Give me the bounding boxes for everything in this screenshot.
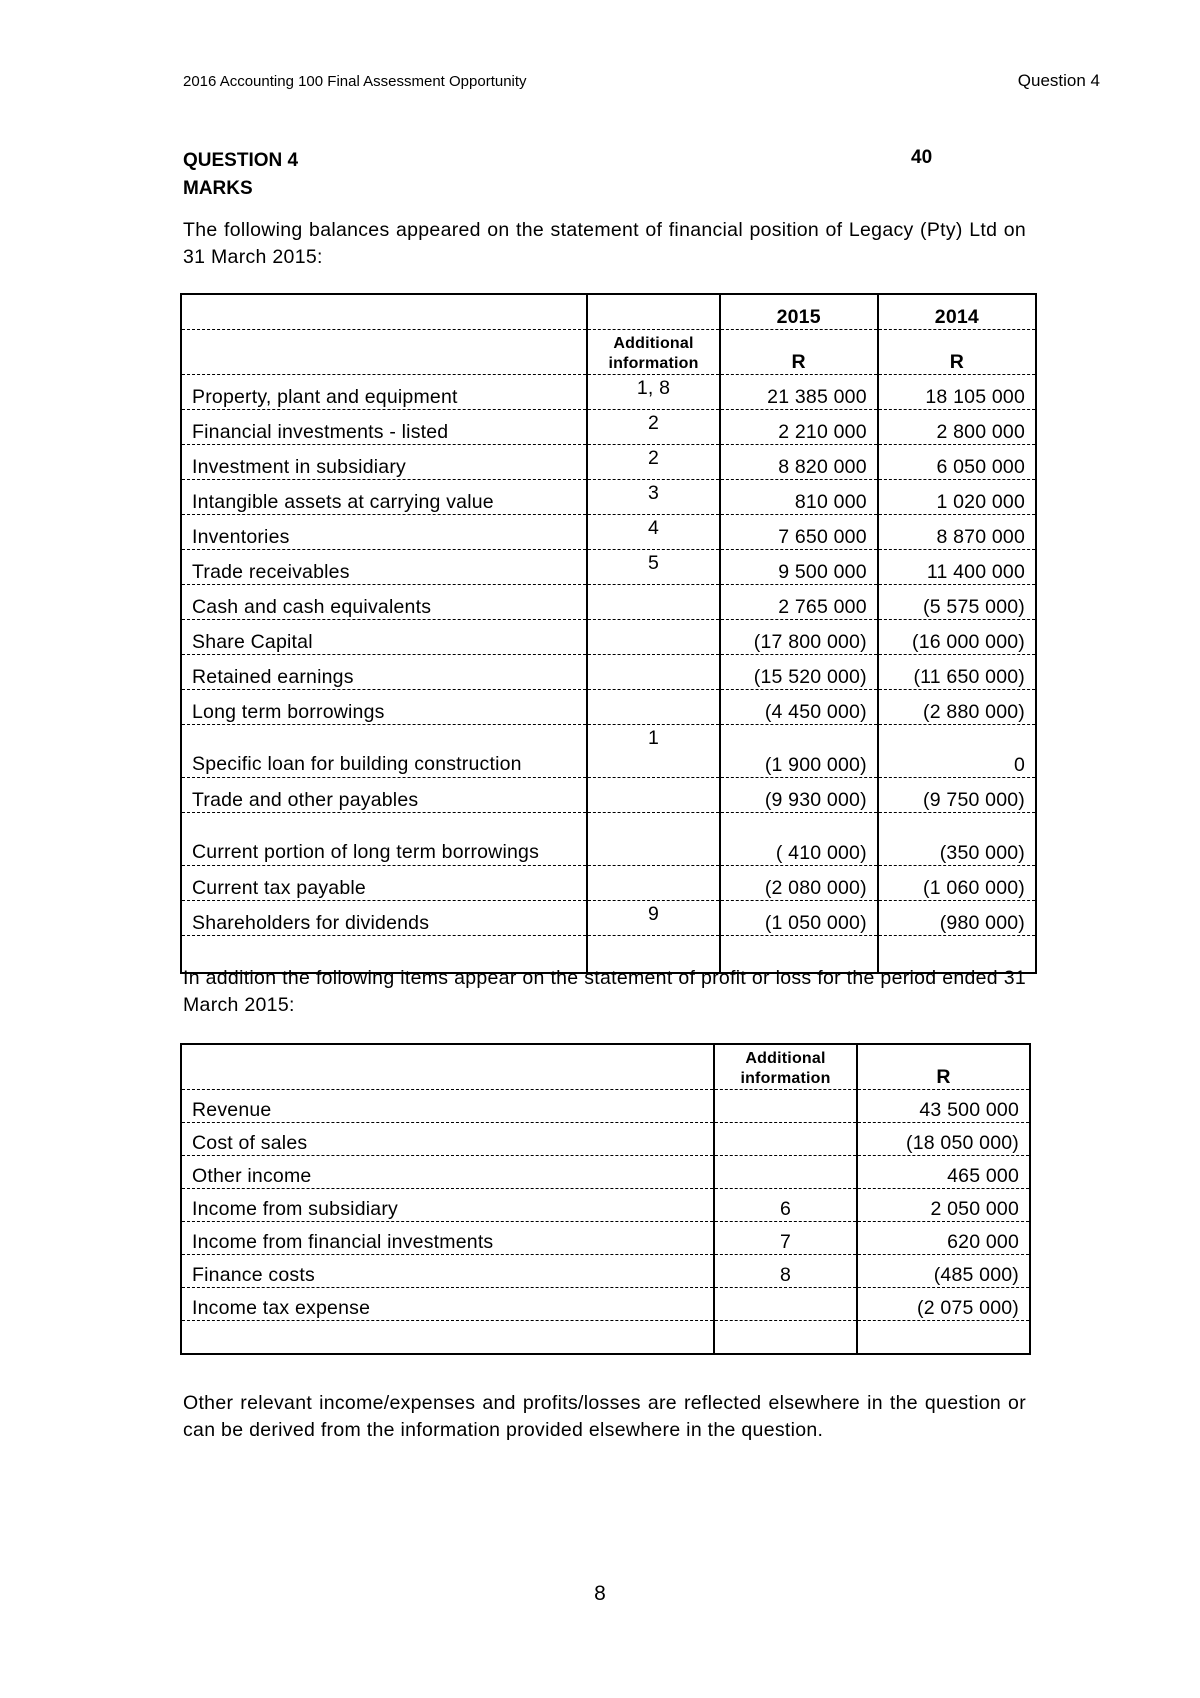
- row-label: Inventories: [181, 515, 587, 550]
- row-info-ref: [587, 813, 719, 866]
- row-info-ref: 5: [587, 550, 719, 585]
- row-label: Trade receivables: [181, 550, 587, 585]
- currency-header: R: [857, 1044, 1030, 1090]
- row-info-ref: 3: [587, 480, 719, 515]
- row-value-2015: 2 765 000: [720, 585, 878, 620]
- row-label: Cash and cash equivalents: [181, 585, 587, 620]
- row-label: Long term borrowings: [181, 690, 587, 725]
- row-label: Financial investments - listed: [181, 410, 587, 445]
- currency-header-2015: R: [720, 330, 878, 375]
- page-number: 8: [594, 1582, 606, 1605]
- row-value-2015: (9 930 000): [720, 778, 878, 813]
- row-value-2015: (4 450 000): [720, 690, 878, 725]
- table-row: [181, 620, 1036, 655]
- row-label: Cost of sales: [181, 1123, 714, 1156]
- row-info-ref: [714, 1156, 857, 1189]
- table-row: [181, 901, 1036, 936]
- row-label: Income from subsidiary: [181, 1189, 714, 1222]
- row-value-2015: 2 210 000: [720, 410, 878, 445]
- row-info-ref: 9: [587, 901, 719, 936]
- row-value-2014: (980 000): [878, 901, 1036, 936]
- table-row: [181, 778, 1036, 813]
- year-2015-header: 2015: [720, 294, 878, 330]
- row-label: Current portion of long term borrowings: [181, 813, 587, 866]
- table-row: [181, 410, 1036, 445]
- row-value-2014: (9 750 000): [878, 778, 1036, 813]
- intro-paragraph-financial-position: The following balances appeared on the statement of financial position of Legacy (Pty) Ltd on 31 March 2015:: [183, 219, 1026, 268]
- question-marks: 40: [911, 147, 933, 168]
- row-value-2014: 11 400 000: [878, 550, 1036, 585]
- row-label: Specific loan for building construction: [181, 725, 587, 778]
- row-info-ref: 2: [587, 410, 719, 445]
- row-label: Retained earnings: [181, 655, 587, 690]
- table-header-row: [181, 294, 1036, 330]
- row-info-ref: [587, 778, 719, 813]
- row-label: Current tax payable: [181, 866, 587, 901]
- question-title-line2: MARKS: [183, 178, 253, 199]
- row-value-2014: 0: [878, 725, 1036, 778]
- table-row: [181, 1189, 1030, 1222]
- table-row: [181, 1090, 1030, 1123]
- row-amount: 2 050 000: [857, 1189, 1030, 1222]
- row-info-ref: [714, 1090, 857, 1123]
- table-subheader-row: [181, 330, 1036, 375]
- header-question-label: Question 4: [1017, 71, 1100, 90]
- table-blank-row: [181, 1321, 1030, 1355]
- table-row: [181, 655, 1036, 690]
- row-value-2015: (1 050 000): [720, 901, 878, 936]
- table-row: [181, 725, 1036, 778]
- row-label: Property, plant and equipment: [181, 375, 587, 410]
- row-label: Finance costs: [181, 1255, 714, 1288]
- row-value-2015: 21 385 000: [720, 375, 878, 410]
- row-value-2014: 6 050 000: [878, 445, 1036, 480]
- profit-loss-table: [180, 1043, 1031, 1355]
- row-value-2014: (5 575 000): [878, 585, 1036, 620]
- row-info-ref: 6: [714, 1189, 857, 1222]
- row-info-ref: 8: [714, 1255, 857, 1288]
- row-amount: (485 000): [857, 1255, 1030, 1288]
- row-label: Investment in subsidiary: [181, 445, 587, 480]
- row-label: Revenue: [181, 1090, 714, 1123]
- row-info-ref: [714, 1123, 857, 1156]
- row-value-2014: 1 020 000: [878, 480, 1036, 515]
- row-value-2015: 810 000: [720, 480, 878, 515]
- row-label: Income from financial investments: [181, 1222, 714, 1255]
- table-row: [181, 1156, 1030, 1189]
- row-label: Income tax expense: [181, 1288, 714, 1321]
- header-document-title: 2016 Accounting 100 Final Assessment Opportunity: [183, 73, 527, 90]
- question-title: [183, 147, 298, 203]
- row-value-2015: 7 650 000: [720, 515, 878, 550]
- row-label: Other income: [181, 1156, 714, 1189]
- row-amount: 465 000: [857, 1156, 1030, 1189]
- intro-paragraph-profit-loss: In addition the following items appear on the statement of profit or loss for the period ended 31 March 2015:: [183, 967, 1026, 1016]
- row-value-2015: ( 410 000): [720, 813, 878, 866]
- row-info-ref: [587, 866, 719, 901]
- table-row: [181, 550, 1036, 585]
- table-header-row: [181, 1044, 1030, 1090]
- additional-info-header: Additional information: [587, 330, 719, 375]
- row-info-ref: [714, 1288, 857, 1321]
- row-info-ref: [587, 690, 719, 725]
- financial-position-table: [180, 293, 1037, 974]
- row-label: Intangible assets at carrying value: [181, 480, 587, 515]
- row-value-2014: (1 060 000): [878, 866, 1036, 901]
- table-row: [181, 690, 1036, 725]
- currency-header-2014: R: [878, 330, 1036, 375]
- row-info-ref: [587, 655, 719, 690]
- table-row: [181, 1222, 1030, 1255]
- row-amount: (2 075 000): [857, 1288, 1030, 1321]
- row-info-ref: 7: [714, 1222, 857, 1255]
- row-label: Shareholders for dividends: [181, 901, 587, 936]
- table-row: [181, 515, 1036, 550]
- row-info-ref: 2: [587, 445, 719, 480]
- table-row: [181, 1255, 1030, 1288]
- row-value-2015: (17 800 000): [720, 620, 878, 655]
- table-row: [181, 1123, 1030, 1156]
- row-value-2014: 8 870 000: [878, 515, 1036, 550]
- row-value-2015: (15 520 000): [720, 655, 878, 690]
- row-value-2015: 8 820 000: [720, 445, 878, 480]
- table-row: [181, 445, 1036, 480]
- row-amount: 620 000: [857, 1222, 1030, 1255]
- row-info-ref: 4: [587, 515, 719, 550]
- table-row: [181, 585, 1036, 620]
- row-value-2014: 18 105 000: [878, 375, 1036, 410]
- row-amount: (18 050 000): [857, 1123, 1030, 1156]
- table-row: [181, 866, 1036, 901]
- row-value-2015: 9 500 000: [720, 550, 878, 585]
- question-title-line1: QUESTION 4: [183, 150, 299, 171]
- table-row: [181, 375, 1036, 410]
- closing-paragraph: Other relevant income/expenses and profits/losses are reflected elsewhere in the question or can be derived from the information provided elsewhere in the question.: [183, 1392, 1026, 1441]
- row-value-2014: (11 650 000): [878, 655, 1036, 690]
- additional-info-header: Additional information: [714, 1044, 857, 1090]
- row-value-2014: 2 800 000: [878, 410, 1036, 445]
- row-info-ref: 1: [587, 725, 719, 778]
- row-info-ref: 1, 8: [587, 375, 719, 410]
- table-row: [181, 1288, 1030, 1321]
- row-value-2014: (2 880 000): [878, 690, 1036, 725]
- year-2014-header: 2014: [878, 294, 1036, 330]
- row-value-2015: (2 080 000): [720, 866, 878, 901]
- row-label: Share Capital: [181, 620, 587, 655]
- row-info-ref: [587, 585, 719, 620]
- table-row: [181, 813, 1036, 866]
- row-value-2014: (350 000): [878, 813, 1036, 866]
- table-row: [181, 480, 1036, 515]
- row-info-ref: [587, 620, 719, 655]
- row-value-2014: (16 000 000): [878, 620, 1036, 655]
- row-amount: 43 500 000: [857, 1090, 1030, 1123]
- row-value-2015: (1 900 000): [720, 725, 878, 778]
- row-label: Trade and other payables: [181, 778, 587, 813]
